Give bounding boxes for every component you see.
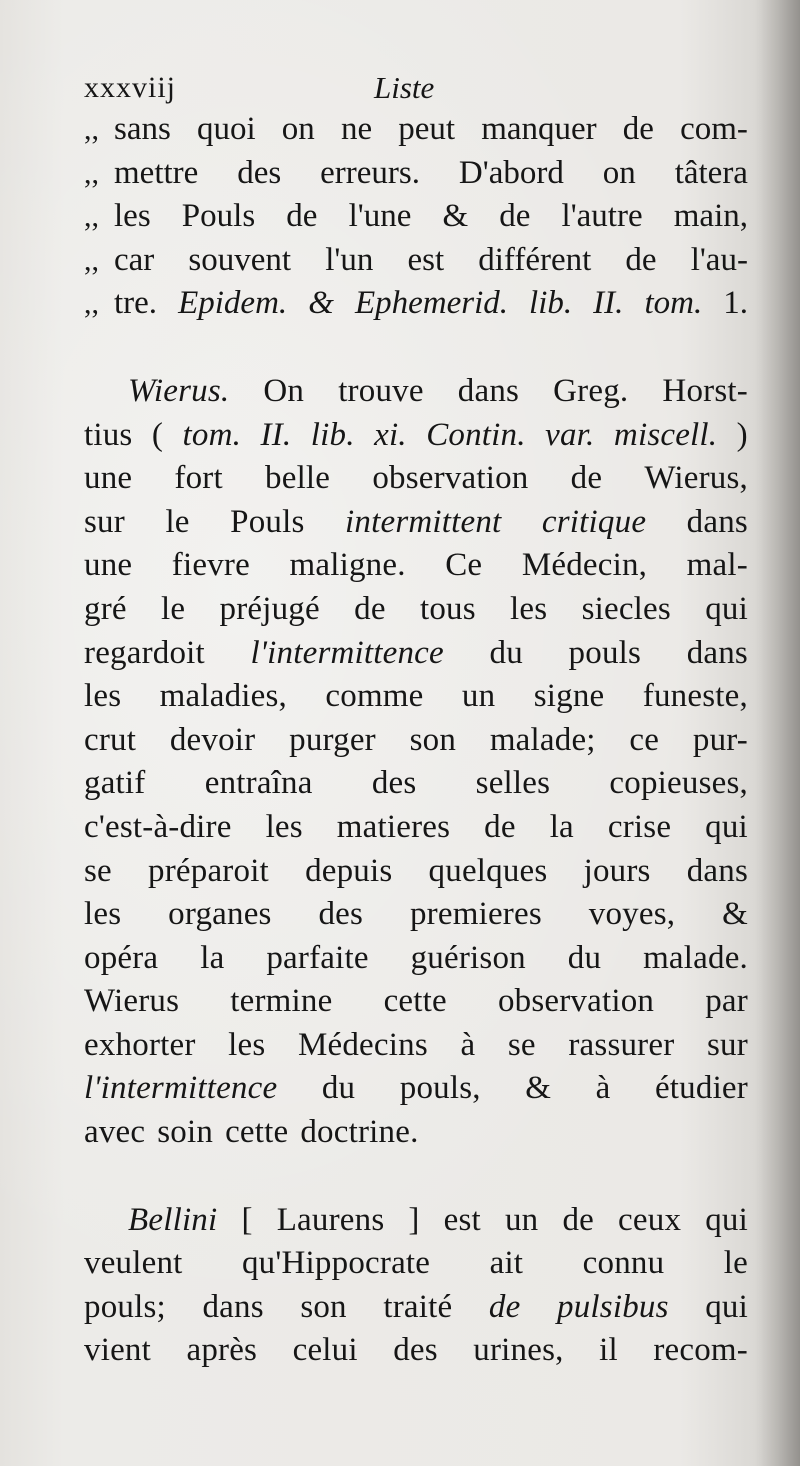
word: devoir: [169, 721, 256, 758]
word: les: [510, 590, 548, 627]
text-line: [84, 980, 748, 1024]
word: crise: [607, 808, 672, 845]
word: tius: [84, 416, 133, 453]
quote-mark: ,,: [84, 200, 99, 234]
folio-number: xxxviij: [84, 71, 177, 104]
word: organes: [168, 896, 272, 933]
word: à: [595, 1070, 611, 1107]
word: une: [84, 547, 133, 584]
word: des: [237, 154, 282, 191]
word: manquer: [481, 111, 597, 147]
word: II.: [260, 416, 292, 453]
word: se: [507, 1026, 536, 1063]
word: les: [114, 198, 151, 235]
word: préparoit: [148, 852, 269, 889]
word: quoi: [196, 111, 256, 147]
word: qui: [705, 590, 748, 627]
word: purger: [289, 721, 376, 758]
word: observation: [497, 983, 655, 1020]
word: intermittent: [345, 503, 502, 540]
word: ceux: [618, 1201, 682, 1238]
word: &: [722, 896, 748, 933]
quote-line: [84, 195, 748, 239]
word: vient: [84, 1332, 151, 1369]
word: opéra: [84, 939, 159, 976]
word: se: [84, 852, 112, 889]
word: le: [165, 503, 190, 540]
word: gatif: [84, 765, 146, 802]
word: de: [562, 1201, 594, 1238]
word: D'abord: [458, 154, 564, 191]
quoted-passage: [84, 108, 748, 326]
word: Wierus: [84, 983, 180, 1020]
word: traité: [383, 1288, 453, 1325]
word: dans: [457, 372, 520, 409]
word: Contin.: [426, 416, 526, 453]
word: ne: [340, 111, 373, 147]
word: une: [84, 460, 133, 497]
word: l'autre: [561, 198, 643, 235]
word: siecles: [581, 590, 671, 627]
word: II.: [593, 285, 624, 322]
word: à: [460, 1026, 476, 1063]
word: celui: [292, 1332, 358, 1369]
word: Pouls: [230, 503, 305, 540]
word: &: [308, 285, 334, 322]
word: dans: [686, 634, 748, 671]
word: de: [570, 460, 603, 497]
word: Pouls: [181, 198, 256, 235]
word: signe: [533, 678, 605, 715]
word: l'un: [325, 241, 374, 278]
word: par: [705, 983, 748, 1020]
word: Laurens: [276, 1201, 385, 1238]
word: pouls;: [84, 1288, 166, 1325]
word: ait: [489, 1245, 524, 1282]
word: doctrine.: [300, 1114, 419, 1151]
word: ): [736, 416, 748, 453]
word: fort: [174, 460, 223, 497]
word: quelques: [428, 852, 548, 889]
word: cette: [383, 983, 447, 1020]
word: guérison: [410, 939, 526, 976]
word: pouls: [568, 634, 642, 671]
word: qui: [705, 1201, 748, 1238]
text-line: [84, 1286, 748, 1330]
word: qui: [705, 1288, 748, 1325]
text-line: [84, 1067, 748, 1111]
word: de: [625, 241, 657, 278]
word: tâtera: [674, 154, 748, 191]
word: sans: [114, 111, 171, 147]
word: de: [354, 590, 386, 627]
word: com-: [680, 111, 748, 147]
word: de: [622, 111, 654, 147]
quote-mark: ,,: [84, 243, 99, 277]
word: le: [161, 590, 186, 627]
word: il: [599, 1332, 618, 1369]
word: l'intermittence: [84, 1070, 278, 1107]
word: var.: [545, 416, 595, 453]
word: la: [549, 808, 574, 845]
paragraph-gap: [84, 1155, 748, 1199]
text-line: [84, 1242, 748, 1286]
word: pulsibus: [557, 1288, 669, 1325]
word: on: [602, 154, 636, 191]
word: mettre: [114, 154, 199, 191]
word: est: [443, 1201, 481, 1238]
word: on: [281, 111, 315, 147]
word: dans: [686, 503, 748, 540]
word: miscell.: [613, 416, 718, 453]
word: trouve: [338, 372, 424, 409]
running-title: Liste: [374, 70, 435, 105]
word: xi.: [374, 416, 407, 453]
word: son: [409, 721, 457, 758]
word: Bellini: [128, 1201, 218, 1238]
word: Wierus.: [128, 372, 230, 409]
text-line: [84, 675, 748, 719]
word: main,: [673, 198, 748, 235]
word: matieres: [336, 808, 451, 845]
word: de: [499, 198, 531, 235]
text-line: [84, 850, 748, 894]
word: copieuses,: [609, 765, 748, 802]
text-line: [84, 370, 748, 414]
word: qu'Hippocrate: [241, 1245, 431, 1282]
word: un: [461, 678, 496, 715]
text-line: [84, 632, 748, 676]
text-line: [84, 1111, 748, 1155]
text-line: [84, 414, 748, 458]
word: Ce: [445, 547, 483, 584]
word: Greg.: [553, 372, 629, 409]
page-header: [84, 68, 748, 108]
page-spine-shadow: [754, 0, 800, 1466]
word: &: [525, 1070, 552, 1107]
word: avec: [84, 1114, 146, 1151]
word: Horst-: [662, 372, 748, 409]
word: les: [84, 896, 122, 933]
text-line: [84, 588, 748, 632]
word: des: [393, 1332, 438, 1369]
word: maligne.: [289, 547, 406, 584]
word: cette: [225, 1114, 289, 1151]
word: l'une: [348, 198, 412, 235]
paragraph-gap: [84, 326, 748, 370]
word: comme: [325, 678, 424, 715]
word: Médecin,: [521, 547, 648, 584]
text-line: [84, 501, 748, 545]
quote-mark: ,,: [84, 287, 99, 321]
text-line: [84, 457, 748, 501]
word: le: [723, 1245, 748, 1282]
text-line: [84, 1199, 748, 1243]
word: On: [263, 372, 305, 409]
word: Ephemerid.: [354, 285, 508, 322]
word: crut: [84, 721, 137, 758]
word: est: [407, 241, 445, 278]
text-line: [84, 719, 748, 763]
word: selles: [475, 765, 551, 802]
word: ce: [629, 721, 660, 758]
word: peut: [398, 111, 456, 147]
word: premieres: [409, 896, 542, 933]
paragraph-bellini: [84, 1199, 748, 1373]
word: tom.: [644, 285, 703, 322]
quote-mark: ,,: [84, 156, 99, 190]
text-line: [84, 544, 748, 588]
word: funeste,: [642, 678, 748, 715]
word: entraîna: [204, 765, 313, 802]
word: du: [321, 1070, 356, 1107]
word: dans: [202, 1288, 264, 1325]
word: observation: [372, 460, 529, 497]
word: urines,: [473, 1332, 564, 1369]
word: critique: [541, 503, 647, 540]
word: depuis: [305, 852, 393, 889]
word: jours: [583, 852, 651, 889]
word: connu: [582, 1245, 665, 1282]
word: ]: [408, 1201, 420, 1238]
word: (: [151, 416, 164, 453]
word: les: [84, 678, 122, 715]
word: tous: [419, 590, 476, 627]
word: malade;: [489, 721, 596, 758]
word: tom.: [182, 416, 242, 453]
word: étudier: [654, 1070, 748, 1107]
word: Epidem.: [178, 285, 288, 322]
word: Wierus,: [644, 460, 748, 497]
word: maladies,: [159, 678, 287, 715]
paragraph-wierus: [84, 370, 748, 1155]
word: la: [200, 939, 225, 976]
word: c'est-à-dire: [84, 808, 232, 845]
word: fievre: [171, 547, 250, 584]
word: lib.: [529, 285, 573, 322]
quote-mark: ,,: [84, 113, 99, 146]
word: &: [442, 198, 469, 235]
word: exhorter: [84, 1026, 196, 1063]
text-line: [84, 1024, 748, 1068]
word: les: [228, 1026, 266, 1063]
word: de: [488, 1288, 521, 1325]
word: soin: [157, 1114, 214, 1151]
text-line: [84, 806, 748, 850]
word: parfaite: [266, 939, 369, 976]
word: belle: [265, 460, 331, 497]
word: erreurs.: [320, 154, 420, 191]
word: de: [484, 808, 516, 845]
word: 1.: [723, 285, 748, 322]
word: du: [489, 634, 523, 671]
word: du: [567, 939, 602, 976]
word: [: [241, 1201, 253, 1238]
word: pouls,: [399, 1070, 481, 1107]
word: Médecins: [297, 1026, 428, 1063]
word: l'au-: [690, 241, 748, 278]
word: regardoit: [84, 634, 205, 671]
text-block: [84, 68, 748, 1373]
word: différent: [478, 241, 592, 278]
quote-line: [84, 282, 748, 326]
word: un: [504, 1201, 539, 1238]
word: voyes,: [588, 896, 676, 933]
word: des: [318, 896, 364, 933]
word: les: [265, 808, 303, 845]
text-line: [84, 1329, 748, 1373]
word: après: [186, 1332, 258, 1369]
word: malade.: [643, 939, 748, 976]
text-line: [84, 893, 748, 937]
quote-line: [84, 239, 748, 283]
word: tre.: [114, 285, 158, 322]
text-line: [84, 762, 748, 806]
word: termine: [230, 983, 333, 1020]
word: qui: [705, 808, 748, 845]
text-line: [84, 937, 748, 981]
word: lib.: [310, 416, 355, 453]
word: souvent: [188, 241, 292, 278]
word: sur: [706, 1026, 748, 1063]
word: préjugé: [219, 590, 320, 627]
word: l'intermittence: [250, 634, 444, 671]
word: pur-: [692, 721, 748, 758]
quote-line: [84, 108, 748, 152]
word: de: [286, 198, 318, 235]
word: veulent: [84, 1245, 183, 1282]
word: des: [371, 765, 417, 802]
word: rassurer: [568, 1026, 675, 1063]
word: sur: [84, 503, 125, 540]
quote-line: [84, 152, 748, 196]
word: son: [300, 1288, 347, 1325]
word: dans: [686, 852, 748, 889]
word: gré: [84, 590, 127, 627]
word: mal-: [686, 547, 748, 584]
word: car: [114, 241, 155, 278]
word: recom-: [653, 1332, 748, 1369]
